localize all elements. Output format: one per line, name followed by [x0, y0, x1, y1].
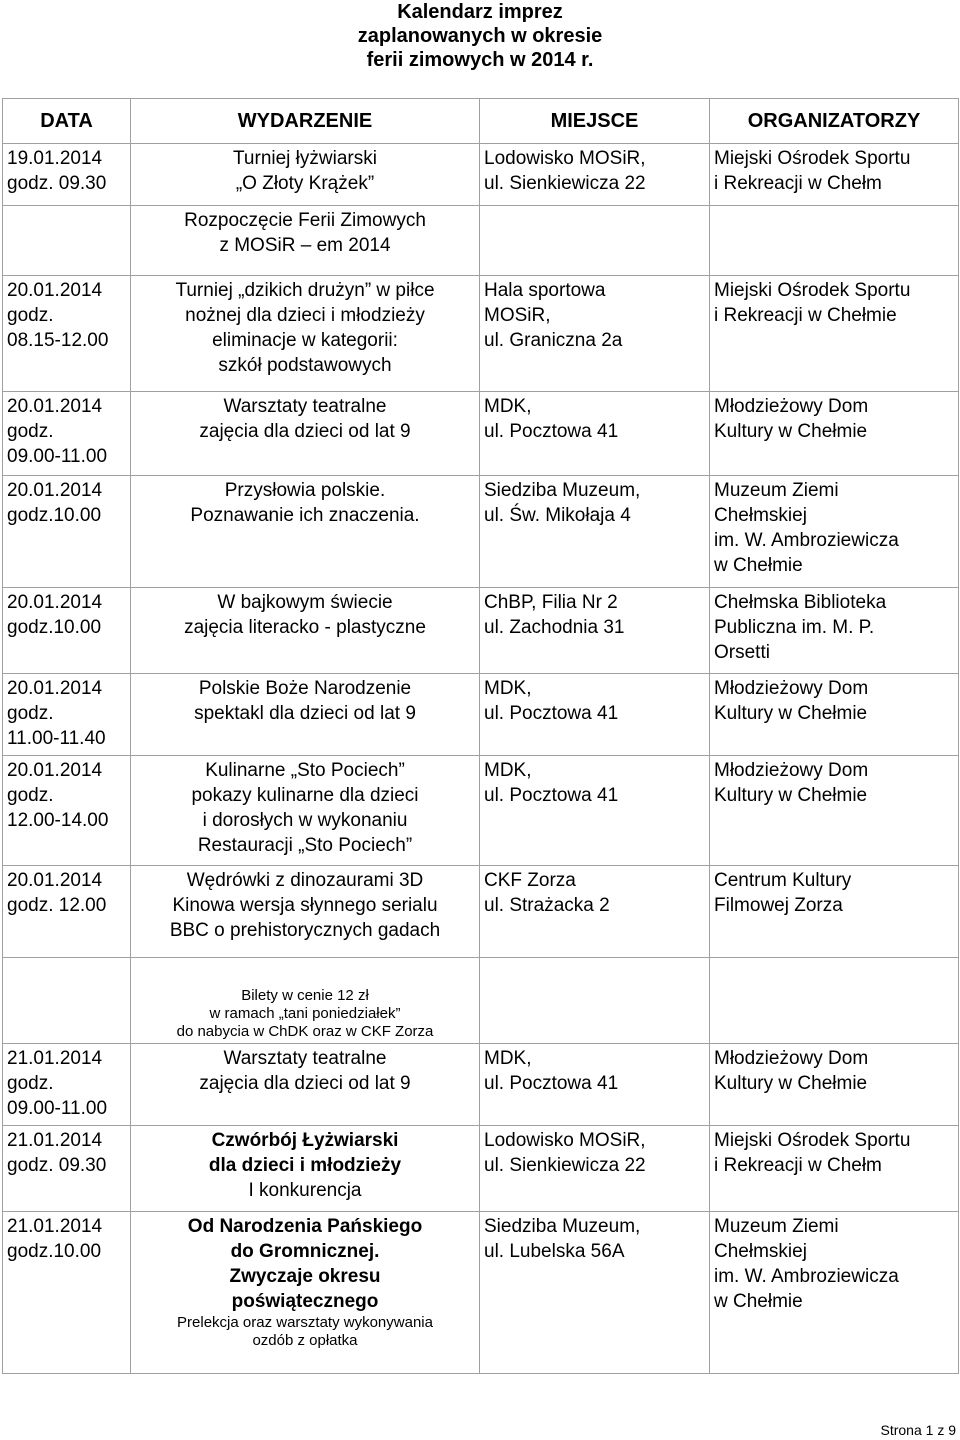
- table-header-row: [3, 99, 959, 144]
- event-cell: [131, 756, 480, 866]
- date-cell: [3, 1212, 131, 1374]
- date-text: godz.: [7, 785, 54, 806]
- event-text: Turniej łyżwiarski: [233, 148, 377, 169]
- event-text: Warsztaty teatralne: [223, 396, 387, 417]
- section-text: do nabycia w ChDK oraz w CKF Zorza: [176, 1023, 434, 1040]
- event-text: ozdób z opłatka: [252, 1332, 358, 1349]
- date-text: godz. 09.30: [7, 1155, 107, 1176]
- event-text: W bajkowym świecie: [217, 592, 393, 613]
- organizer-text: Kultury w Chełmie: [714, 1073, 868, 1094]
- place-cell: [480, 476, 710, 588]
- organizer-text: Chełmskiej: [714, 505, 807, 526]
- event-text: do Gromnicznej.: [230, 1241, 380, 1262]
- section-text: z MOSiR – em 2014: [219, 235, 391, 256]
- date-cell: [3, 588, 131, 674]
- place-cell: [480, 276, 710, 392]
- organizer-cell: [710, 1044, 959, 1126]
- event-text: Prelekcja oraz warsztaty wykonywania: [177, 1314, 433, 1331]
- place-text: Hala sportowa: [484, 280, 606, 301]
- event-text: Zwyczaje okresu: [229, 1266, 381, 1287]
- table-row: [3, 756, 959, 866]
- organizer-text: w Chełmie: [714, 1291, 803, 1312]
- organizer-text: Młodzieżowy Dom: [714, 396, 869, 417]
- organizer-text: Miejski Ośrodek Sportu: [714, 280, 911, 301]
- table-row: [3, 144, 959, 206]
- page-number: Strona 1 z 9: [880, 1422, 956, 1438]
- table-row: [3, 1044, 959, 1126]
- organizer-text: i Rekreacji w Chełmie: [714, 305, 897, 326]
- event-cell: [131, 674, 480, 756]
- event-cell: [131, 866, 480, 958]
- date-text: 09.00-11.00: [7, 446, 108, 467]
- date-text: godz. 09.30: [7, 173, 107, 194]
- date-cell: [3, 1126, 131, 1212]
- header-place: MIEJSCE: [480, 99, 710, 144]
- event-text: zajęcia literacko - plastyczne: [184, 617, 426, 638]
- event-text: Kulinarne „Sto Pociech”: [205, 760, 405, 781]
- organizer-cell: [710, 476, 959, 588]
- event-cell: [131, 276, 480, 392]
- date-cell: [3, 866, 131, 958]
- place-text: MDK,: [484, 1048, 532, 1069]
- event-cell: [131, 1044, 480, 1126]
- place-text: ul. Pocztowa 41: [484, 421, 619, 442]
- event-text: Przysłowia polskie.: [224, 480, 386, 501]
- place-text: ul. Pocztowa 41: [484, 703, 619, 724]
- event-cell: [131, 1126, 480, 1212]
- organizer-text: Miejski Ośrodek Sportu: [714, 148, 911, 169]
- place-text: CKF Zorza: [484, 870, 576, 891]
- event-text: BBC o prehistorycznych gadach: [169, 920, 441, 941]
- event-text: i dorosłych w wykonaniu: [202, 810, 408, 831]
- place-text: ul. Sienkiewicza 22: [484, 1155, 646, 1176]
- table-row: [3, 276, 959, 392]
- organizer-text: Muzeum Ziemi: [714, 1216, 839, 1237]
- place-text: ul. Pocztowa 41: [484, 785, 619, 806]
- place-text: Lodowisko MOSiR,: [484, 1130, 646, 1151]
- place-text: ul. Lubelska 56A: [484, 1241, 625, 1262]
- date-text: godz.: [7, 421, 54, 442]
- place-text: ChBP, Filia Nr 2: [484, 592, 618, 613]
- event-text: „O Złoty Krążek”: [235, 173, 375, 194]
- date-text: 21.01.2014: [7, 1130, 103, 1151]
- place-text: ul. Pocztowa 41: [484, 1073, 619, 1094]
- date-text: 21.01.2014: [7, 1216, 103, 1237]
- place-text: MDK,: [484, 678, 532, 699]
- date-text: 11.00-11.40: [7, 728, 106, 749]
- organizer-cell: [710, 756, 959, 866]
- section-row: [3, 206, 959, 276]
- place-cell: [480, 392, 710, 476]
- event-text: Wędrówki z dinozaurami 3D: [186, 870, 424, 891]
- place-text: ul. Strażacka 2: [484, 895, 610, 916]
- organizer-text: w Chełmie: [714, 555, 803, 576]
- table-row: [3, 674, 959, 756]
- date-text: godz. 12.00: [7, 895, 107, 916]
- date-cell: [3, 1044, 131, 1126]
- date-text: godz.: [7, 1073, 54, 1094]
- organizer-text: Młodzieżowy Dom: [714, 760, 869, 781]
- place-cell: [480, 1212, 710, 1374]
- organizer-text: Muzeum Ziemi: [714, 480, 839, 501]
- organizer-cell: [710, 206, 959, 276]
- organizer-cell: [710, 958, 959, 1044]
- organizer-text: Kultury w Chełmie: [714, 421, 868, 442]
- event-text: Poznawanie ich znaczenia.: [190, 505, 420, 526]
- event-text: zajęcia dla dzieci od lat 9: [199, 421, 411, 442]
- place-cell: [480, 144, 710, 206]
- event-text: szkół podstawowych: [218, 355, 392, 376]
- date-text: godz.: [7, 703, 54, 724]
- event-text: Od Narodzenia Pańskiego: [187, 1216, 423, 1237]
- organizer-text: Publiczna im. M. P.: [714, 617, 875, 638]
- place-cell: [480, 756, 710, 866]
- event-text: nożnej dla dzieci i młodzieży: [185, 305, 425, 326]
- place-cell: [480, 206, 710, 276]
- organizer-text: Filmowej Zorza: [714, 895, 843, 916]
- event-text: Kinowa wersja słynnego serialu: [172, 895, 438, 916]
- organizer-text: im. W. Ambroziewicza: [714, 1266, 899, 1287]
- events-table: [2, 98, 959, 1374]
- organizer-text: Centrum Kultury: [714, 870, 852, 891]
- section-text: Rozpoczęcie Ferii Zimowych: [184, 210, 426, 231]
- organizer-cell: [710, 588, 959, 674]
- place-text: ul. Graniczna 2a: [484, 330, 623, 351]
- place-cell: [480, 1044, 710, 1126]
- organizer-text: Młodzieżowy Dom: [714, 678, 869, 699]
- event-text: I konkurencja: [248, 1180, 362, 1201]
- table-row: [3, 588, 959, 674]
- organizer-text: Chełmskiej: [714, 1241, 807, 1262]
- event-text: Restauracji „Sto Pociech”: [197, 835, 413, 856]
- event-cell: [131, 1212, 480, 1374]
- organizer-cell: [710, 392, 959, 476]
- title-line: ferii zimowych w 2014 r.: [366, 49, 594, 71]
- place-text: MDK,: [484, 396, 532, 417]
- event-cell: [131, 392, 480, 476]
- place-text: Siedziba Muzeum,: [484, 1216, 641, 1237]
- date-cell: [3, 674, 131, 756]
- event-text: pokazy kulinarne dla dzieci: [191, 785, 419, 806]
- event-text: poświątecznego: [231, 1291, 379, 1312]
- place-cell: [480, 958, 710, 1044]
- date-cell: [3, 144, 131, 206]
- place-cell: [480, 866, 710, 958]
- date-text: 21.01.2014: [7, 1048, 103, 1069]
- event-text: Turniej „dzikich drużyn” w piłce: [175, 280, 435, 301]
- event-text: Warsztaty teatralne: [223, 1048, 387, 1069]
- date-text: 19.01.2014: [7, 148, 103, 169]
- section-row: [3, 958, 959, 1044]
- place-cell: [480, 674, 710, 756]
- organizer-text: Miejski Ośrodek Sportu: [714, 1130, 911, 1151]
- event-cell: [131, 144, 480, 206]
- date-text: 20.01.2014: [7, 280, 103, 301]
- organizer-cell: [710, 1126, 959, 1212]
- table-row: [3, 1212, 959, 1374]
- place-text: ul. Sienkiewicza 22: [484, 173, 646, 194]
- organizer-text: Orsetti: [714, 642, 770, 663]
- organizer-text: Kultury w Chełmie: [714, 703, 868, 724]
- organizer-text: im. W. Ambroziewicza: [714, 530, 899, 551]
- table-row: [3, 1126, 959, 1212]
- date-cell: [3, 206, 131, 276]
- section-text: w ramach „tani poniedziałek”: [209, 1005, 401, 1022]
- table-row: [3, 866, 959, 958]
- event-text: Polskie Boże Narodzenie: [198, 678, 412, 699]
- date-cell: [3, 958, 131, 1044]
- place-text: ul. Św. Mikołaja 4: [484, 505, 631, 526]
- event-text: spektakl dla dzieci od lat 9: [194, 703, 416, 724]
- section-cell: [131, 958, 480, 1044]
- event-text: zajęcia dla dzieci od lat 9: [199, 1073, 411, 1094]
- date-text: 08.15-12.00: [7, 330, 109, 351]
- place-text: ul. Zachodnia 31: [484, 617, 625, 638]
- header-event: WYDARZENIE: [131, 99, 480, 144]
- date-text: 20.01.2014: [7, 592, 103, 613]
- place-text: MOSiR,: [484, 305, 551, 326]
- date-text: 20.01.2014: [7, 760, 103, 781]
- date-cell: [3, 276, 131, 392]
- date-text: 20.01.2014: [7, 396, 103, 417]
- date-text: godz.10.00: [7, 1241, 102, 1262]
- date-cell: [3, 392, 131, 476]
- event-cell: [131, 588, 480, 674]
- place-text: Lodowisko MOSiR,: [484, 148, 646, 169]
- place-text: Siedziba Muzeum,: [484, 480, 641, 501]
- organizer-cell: [710, 1212, 959, 1374]
- date-text: 20.01.2014: [7, 678, 103, 699]
- organizer-cell: [710, 144, 959, 206]
- place-cell: [480, 588, 710, 674]
- date-text: 20.01.2014: [7, 870, 103, 891]
- header-date: DATA: [3, 99, 131, 144]
- organizer-text: Młodzieżowy Dom: [714, 1048, 869, 1069]
- section-text: Bilety w cenie 12 zł: [241, 987, 369, 1004]
- date-text: godz.10.00: [7, 505, 102, 526]
- date-text: godz.: [7, 305, 54, 326]
- organizer-cell: [710, 276, 959, 392]
- title-line: zaplanowanych w okresie: [357, 25, 603, 47]
- event-text: dla dzieci i młodzieży: [208, 1155, 402, 1176]
- date-text: 12.00-14.00: [7, 810, 109, 831]
- header-organizers: ORGANIZATORZY: [710, 99, 959, 144]
- date-text: 20.01.2014: [7, 480, 103, 501]
- place-cell: [480, 1126, 710, 1212]
- organizer-text: i Rekreacji w Chełm: [714, 1155, 882, 1176]
- document-title: [0, 0, 960, 72]
- organizer-text: i Rekreacji w Chełm: [714, 173, 882, 194]
- event-text: Czwórbój Łyżwiarski: [211, 1130, 399, 1151]
- section-cell: [131, 206, 480, 276]
- place-text: MDK,: [484, 760, 532, 781]
- event-text: eliminacje w kategorii:: [212, 330, 398, 351]
- organizer-cell: [710, 866, 959, 958]
- organizer-cell: [710, 674, 959, 756]
- table-body: [3, 144, 959, 1374]
- event-cell: [131, 476, 480, 588]
- date-cell: [3, 756, 131, 866]
- date-text: godz.10.00: [7, 617, 102, 638]
- table-row: [3, 476, 959, 588]
- organizer-text: Chełmska Biblioteka: [714, 592, 887, 613]
- title-line: Kalendarz imprez: [397, 1, 563, 23]
- date-cell: [3, 476, 131, 588]
- date-text: 09.00-11.00: [7, 1098, 108, 1119]
- organizer-text: Kultury w Chełmie: [714, 785, 868, 806]
- table-row: [3, 392, 959, 476]
